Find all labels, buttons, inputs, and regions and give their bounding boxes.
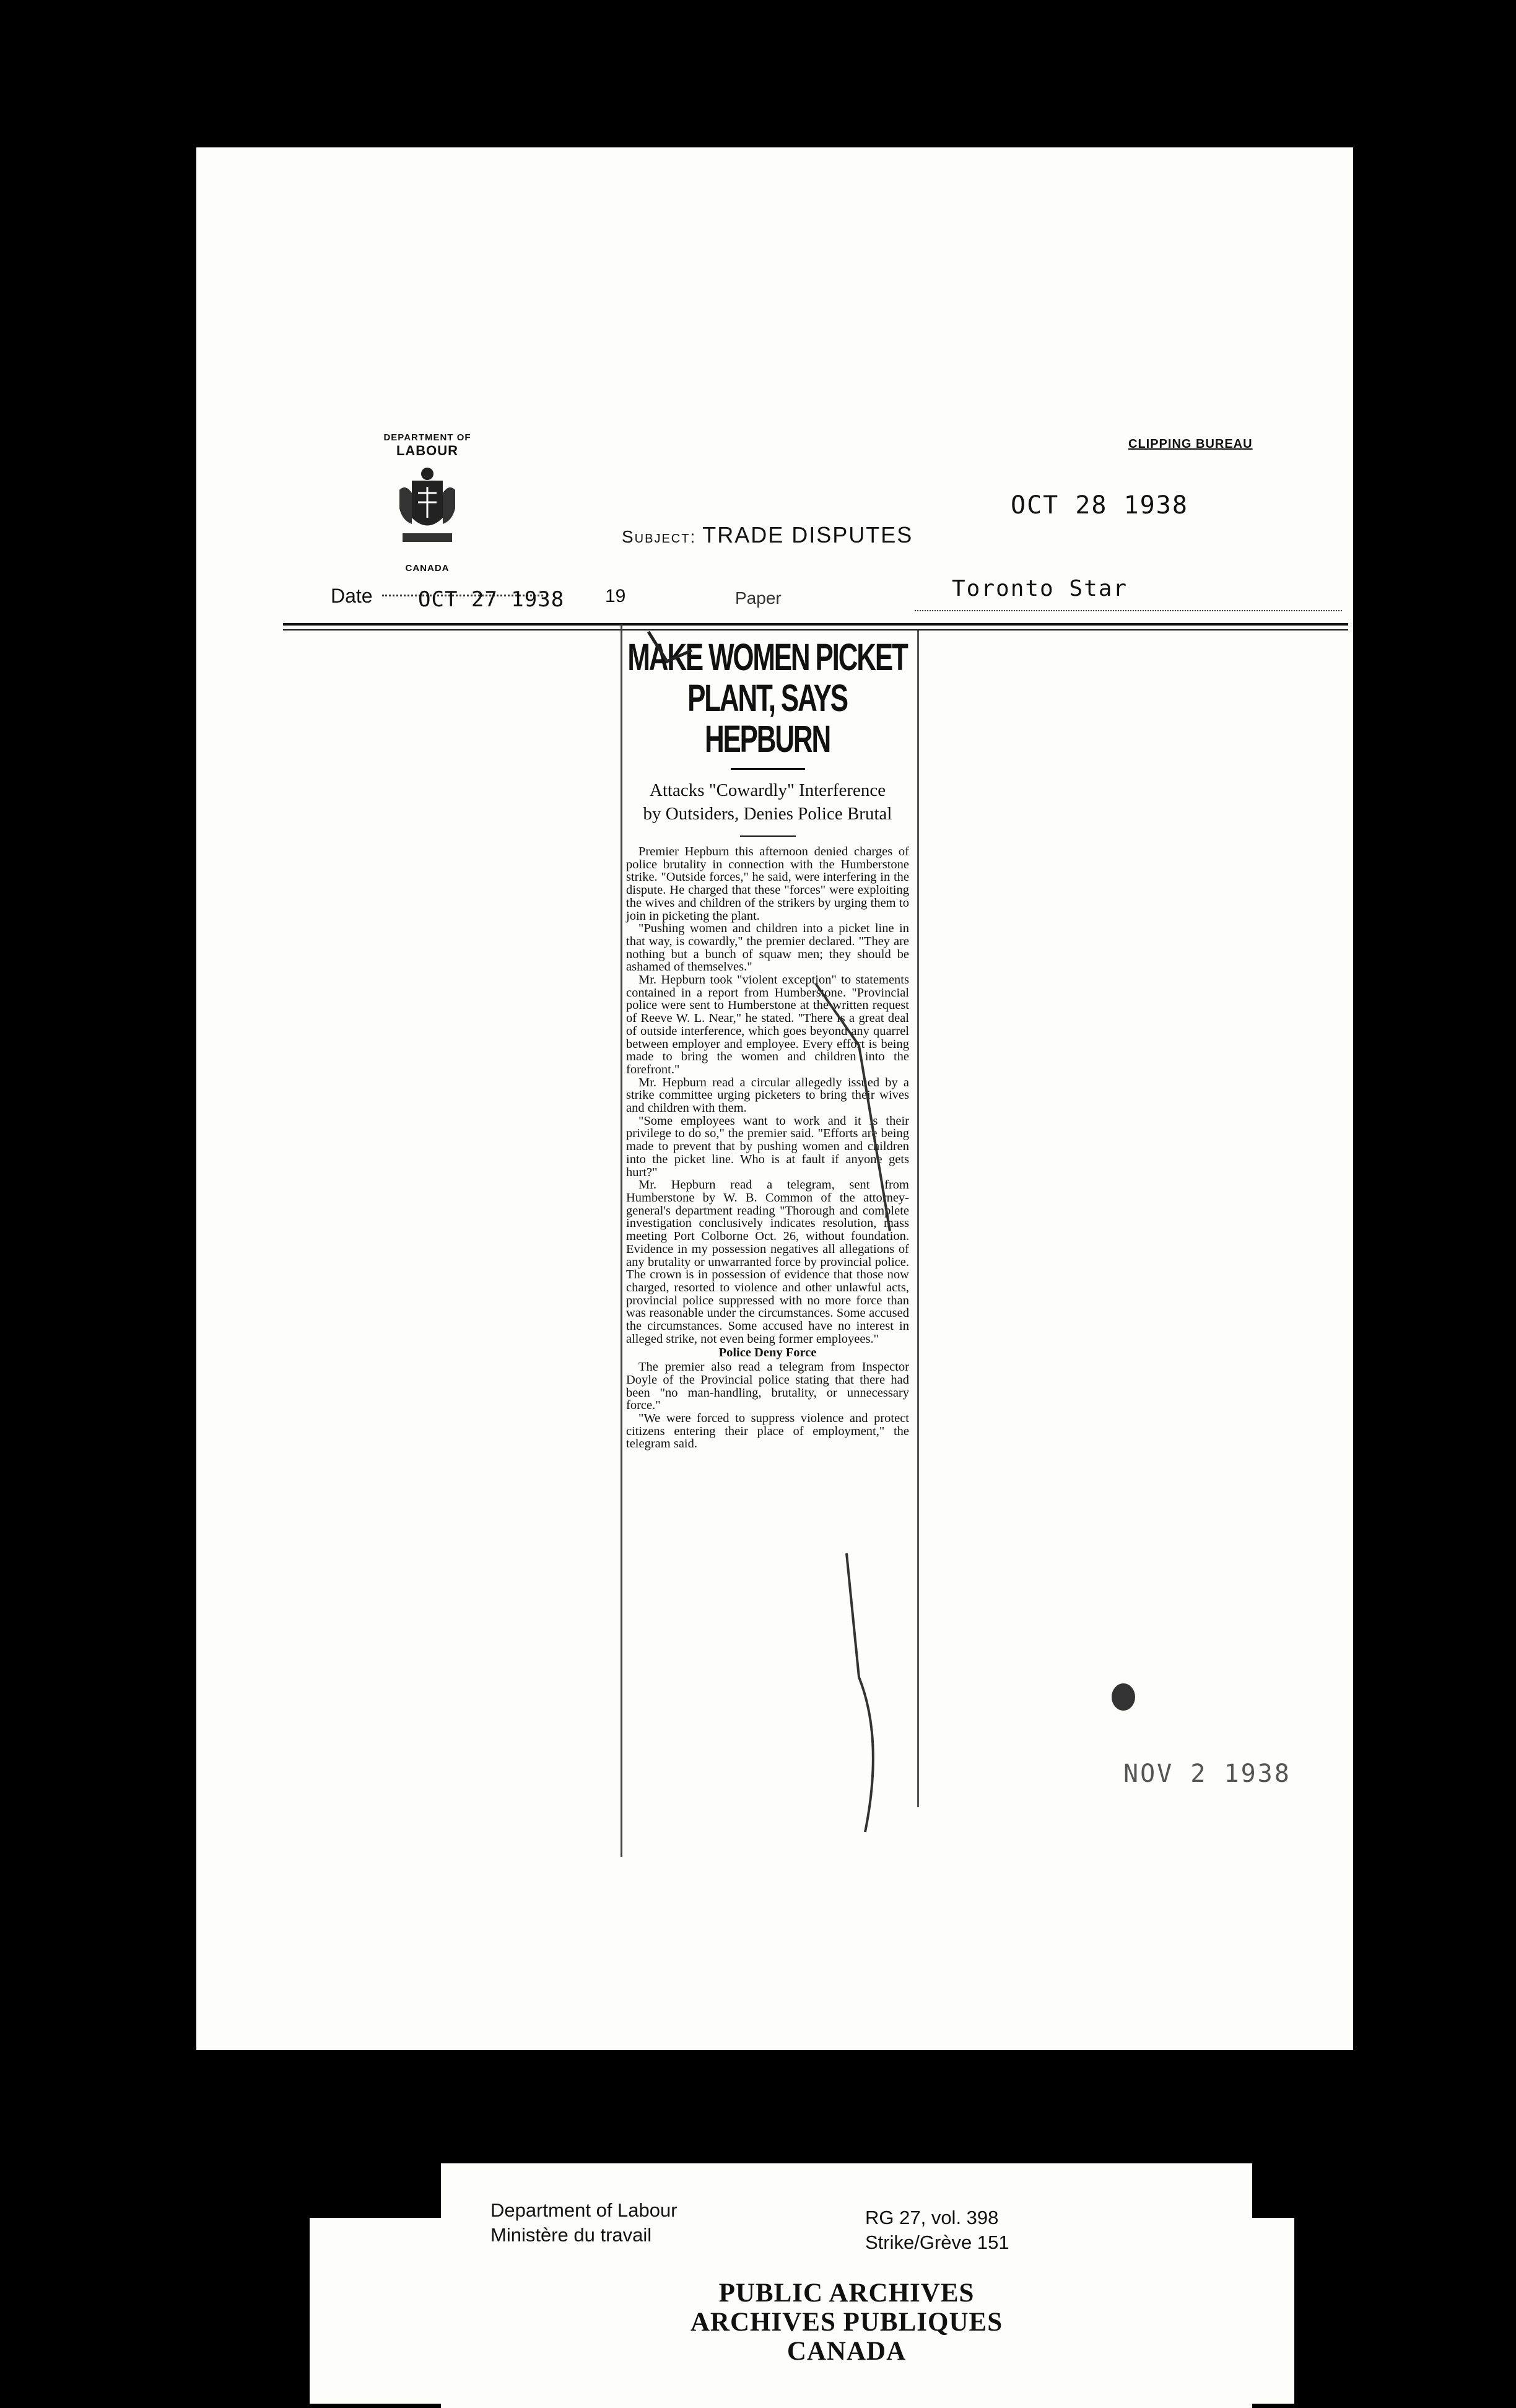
date-label: Date xyxy=(331,585,373,607)
archive-department xyxy=(490,2198,677,2248)
archive-title xyxy=(441,2279,1252,2366)
paper-value: Toronto Star xyxy=(952,576,1128,601)
archive-title-country: CANADA xyxy=(786,2337,907,2366)
clipping-form-sheet xyxy=(196,147,1353,2050)
article-paragraph: "Some employees want to work and it is their privilege to do so," the premier said. "Efforts are being made to prevent that by pushing women and children into the picket line. Who is at fault if anyone gets hurt?" xyxy=(626,1114,909,1179)
subject-value: TRADE DISPUTES xyxy=(702,522,913,547)
headline-rule xyxy=(731,768,805,770)
archive-card-tab-left xyxy=(310,2218,453,2404)
archive-department-en: Department of Labour xyxy=(490,2199,677,2221)
archive-strike-number: Strike/Grève 151 xyxy=(865,2231,1009,2253)
article-subheading: Police Deny Force xyxy=(718,1346,817,1360)
deck-rule xyxy=(740,835,796,837)
paper-dotted-line xyxy=(915,610,1342,611)
article-paragraph: Mr. Hepburn took "violent exception" to statements contained in a report from Humberstone. "Provincial police were sent to Humberstone at the written request of Reeve W. L. Near," he stated. "There is a great deal of outside interference, which goes beyond any quarrel between employer and employee. Every effort is being made to bring the women and children into the forefront." xyxy=(626,973,909,1076)
department-label: DEPARTMENT OF xyxy=(383,432,471,443)
article-body xyxy=(626,845,909,1450)
archive-label-card xyxy=(441,2163,1252,2408)
archive-reference xyxy=(865,2205,1009,2255)
received-date-stamp: OCT 28 1938 xyxy=(1011,491,1188,520)
subject-line xyxy=(622,522,913,548)
ink-blot xyxy=(1112,1683,1135,1711)
headline-line-1: MAKE WOMEN PICKET xyxy=(627,636,907,678)
department-name: LABOUR xyxy=(396,443,459,458)
newspaper-clipping xyxy=(624,624,912,1857)
article-paragraph: "We were forced to suppress violence and protect citizens entering their place of employment," the telegram said. xyxy=(626,1411,909,1451)
year-prefix: 19 xyxy=(605,586,626,606)
department-header xyxy=(365,432,489,574)
archive-department-fr: Ministère du travail xyxy=(490,2224,652,2246)
archive-record-group: RG 27, vol. 398 xyxy=(865,2207,999,2228)
archive-title-fr: ARCHIVES PUBLIQUES xyxy=(690,2308,1003,2337)
headline-line-2: PLANT, SAYS HEPBURN xyxy=(687,677,847,760)
department-country: CANADA xyxy=(405,563,450,574)
subject-label: Subject: xyxy=(622,527,697,546)
column-rule-right xyxy=(917,630,919,1807)
date-value: OCT 27 1938 xyxy=(418,587,565,612)
article-paragraph: Premier Hepburn this afternoon denied charges of police brutality in connection with the Humberstone strike. "Outside forces," he said, were interfering in the dispute. He charged that these "forces" were exploiting the wives and children of the strikers by urging them to join in picketing the plant. xyxy=(626,845,909,923)
coat-of-arms-icon xyxy=(393,465,461,558)
clipping-headline xyxy=(625,637,910,759)
archive-title-en: PUBLIC ARCHIVES xyxy=(718,2279,975,2308)
paper-label: Paper xyxy=(735,588,782,608)
clipping-deck: Attacks "Cowardly" Interference by Outsiders, Denies Police Brutal xyxy=(643,780,892,824)
article-paragraph: The premier also read a telegram from Inspector Doyle of the Provincial police stating that there had been "no man-handling, brutality, or unnecessary force." xyxy=(626,1360,909,1413)
article-paragraph: Mr. Hepburn read a telegram, sent from Humberstone by W. B. Common of the attorney-general's department reading "Thorough and complete investigation conclusively indicates resolution, mass meeting Port Colborne Oct. 26, without foundation. Evidence in my possession negatives all allegations of any brutality or unwarranted force by provincial police. The crown is in possession of evidence that those now charged, resorted to violence and other unlawful acts, provincial police suppressed with no more force than was reasonable under the circumstances. Some accused the circumstances. Some accused have no interest in alleged strike, not even being former employees." xyxy=(626,1178,909,1346)
article-paragraph: "Pushing women and children into a picket line in that way, is cowardly," the premier declared. "They are nothing but a bunch of squaw men; they should be ashamed of themselves." xyxy=(626,922,909,974)
nov-date-stamp: NOV 2 1938 xyxy=(1123,1760,1291,1788)
clipping-bureau-label: CLIPPING BUREAU xyxy=(1128,437,1253,451)
column-rule-left xyxy=(621,624,622,1857)
article-paragraph: Mr. Hepburn read a circular allegedly issued by a strike committee urging picketers to bring their wives and children with them. xyxy=(626,1075,909,1115)
